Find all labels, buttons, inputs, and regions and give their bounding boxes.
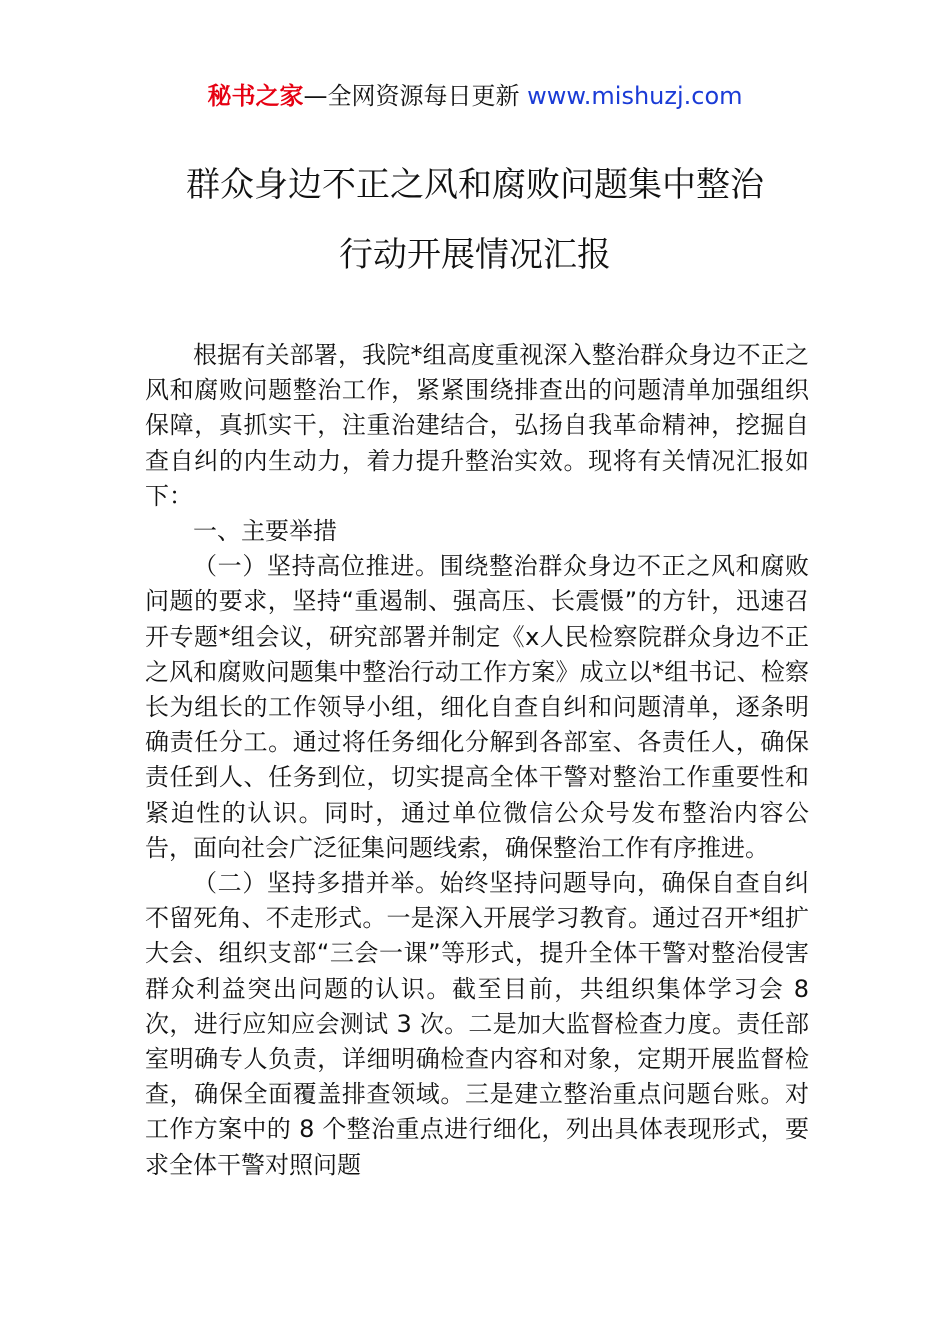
site-brand: 秘书之家 [207,82,304,110]
paragraph-multiple-measures: （二）坚持多措并举。始终坚持问题导向，确保自查自纠不留死角、不走形式。一是深入开展学习教育。通过召开*组扩大会、组织支部“三会一课”等形式，提升全体干警对整治侵害群众利益突出问题的认识。截至目前，共组织集体学习会 8 次，进行应知应会测试 3 次。二是加大监督检查力度。责任部室明确专人负责，详细明确检查内容和对象，定期开展监督检查，确保全面覆盖排查领域。三是建立整治重点问题台账。对工作方案中的 8 个整治重点进行细化，列出具体表现形式，要求全体干警对照问题 [145,869,809,1179]
document-body [145,338,809,1183]
site-url-link[interactable]: www.mishuzj.com [527,82,743,110]
section-heading-main-measures: 一、主要举措 [193,517,337,546]
site-header [0,80,950,112]
site-tagline: —全网资源每日更新 [303,82,528,110]
intro-paragraph: 根据有关部署，我院*组高度重视深入整治群众身边不正之风和腐败问题整治工作，紧紧围绕排查出的问题清单加强组织保障，真抓实干，注重治建结合，弘扬自我革命精神，挖掘自查自纠的内生动力，着力提升整治实效。现将有关情况汇报如下： [145,341,809,510]
paragraph-high-level-promotion: （一）坚持高位推进。围绕整治群众身边不正之风和腐败问题的要求，坚持“重遏制、强高压、长震慑”的方针，迅速召开专题*组会议，研究部署并制定《x人民检察院群众身边不正之风和腐败问题集中整治行动工作方案》成立以*组书记、检察长为组长的工作领导小组，细化自查自纠和问题清单，逐条明确责任分工。通过将任务细化分解到各部室、各责任人，确保责任到人、任务到位，切实提高全体干警对整治工作重要性和紧迫性的认识。同时，通过单位微信公众号发布整治内容公告，面向社会广泛征集问题线索，确保整治工作有序推进。 [145,552,809,862]
document-title-line-2: 行动开展情况汇报 [339,235,611,275]
document-title [0,150,950,290]
document-title-line-1: 群众身边不正之风和腐败问题集中整治 [186,165,764,205]
